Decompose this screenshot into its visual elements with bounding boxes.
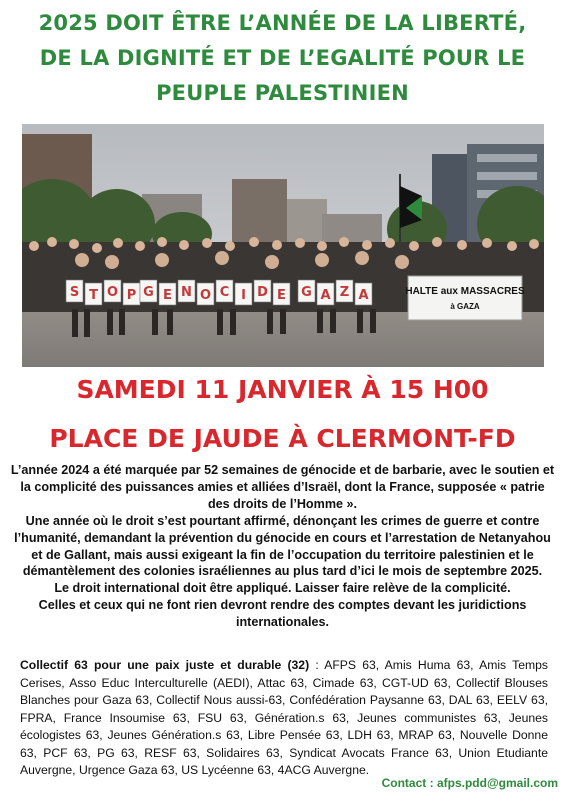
sign-letter: Z	[339, 285, 350, 300]
event-date: SAMEDI 11 JANVIER À 15 H00	[76, 375, 489, 404]
banner-line-2: à GAZA	[450, 302, 480, 311]
event-place: PLACE DE JAUDE À CLERMONT-FD	[49, 424, 516, 453]
sign-letter: D	[257, 285, 268, 300]
sign-letter: I	[241, 288, 246, 303]
sign-letter: O	[106, 285, 119, 300]
contact-email[interactable]: Contact : afps.pdd@gmail.com	[381, 776, 558, 790]
headline-line-1: 2025 DOIT ÊTRE L’ANNÉE DE LA LIBERTÉ,	[38, 11, 527, 35]
sign-letter: E	[277, 288, 286, 303]
sign-letter: O	[199, 288, 212, 303]
sign-letter: P	[126, 288, 137, 303]
sign-letter: S	[69, 285, 80, 300]
sign-letter: T	[89, 288, 98, 303]
demonstration-photo	[22, 124, 544, 367]
statement-paragraph-3: Le droit international doit être appliqué. Laisser faire relève de la complicité.	[54, 581, 511, 596]
stop-genocide-gaza-signs	[66, 280, 372, 305]
sign-letter: E	[163, 288, 172, 303]
signatories	[20, 657, 548, 780]
headline-line-2: DE LA DIGNITÉ ET DE L’EGALITÉ POUR LE	[39, 46, 526, 70]
sign-letter: A	[358, 288, 369, 303]
demonstration-photo-illustration	[22, 124, 544, 367]
collectif-members: : AFPS 63, Amis Huma 63, Amis Temps Cerises, Asso Educ Interculturelle (AEDI), Attac 63, Cimade 63, CGT-UD 63, Collectif Blouses Blanches pour Gaza 63, Collectif Nous aussi-63, Confédération Paysanne 63, DAL 63, EELV 63, FPRA, France Insoumise 63, FSU 63, Génération.s 63, Jeunes communistes 63, Jeunes écologistes 63, Jeunes Génération.s 63, Libre Pensée 63, LDH 63, MRAP 63, Nouvelle Donne 63, PCF 63, PG 63, RESF 63, Solidaires 63, Syndicat Avocats France 63, Union Etudiante Auvergne, Urgence Gaza 63, US Lycéenne 63, 4ACG Auvergne.	[20, 658, 548, 777]
statement-paragraph-2: Une année où le droit s’est pourtant affirmé, dénonçant les crimes de guerre et contre l’humanité, demandant la prévention du génocide en cours et l’arrestation de Netanyahou et de Gallant, mais aussi exigeant la fin de l’occupation du territoire palestinien et le démantèlement des colonies israéliennes au plus tard d’ici le mois de septembre 2025.	[14, 513, 551, 579]
banner-line-1: HALTE aux MASSACRES	[405, 286, 525, 297]
sign-letter: G	[143, 285, 154, 300]
statement-paragraph-4: Celles et ceux qui ne font rien devront rendre des comptes devant les juridictions internationales.	[38, 598, 527, 630]
sign-letter: C	[219, 285, 230, 300]
sign-letter: A	[320, 288, 331, 303]
sign-letter: G	[301, 285, 312, 300]
sign-letter: N	[181, 285, 192, 300]
headline-line-3: PEUPLE PALESTINIEN	[156, 81, 409, 105]
statement-paragraph-1: L’année 2024 a été marquée par 52 semaines de génocide et de barbarie, avec le soutien et la complicité des puissances amies et alliées d’Israël, dont la France, supposée « patrie des droits de l’Homme ».	[10, 463, 555, 511]
headline	[0, 6, 565, 111]
halte-aux-massacres-banner	[405, 276, 525, 320]
statement	[10, 462, 555, 631]
collectif-label: Collectif 63 pour une paix juste et durable (32)	[20, 658, 310, 672]
